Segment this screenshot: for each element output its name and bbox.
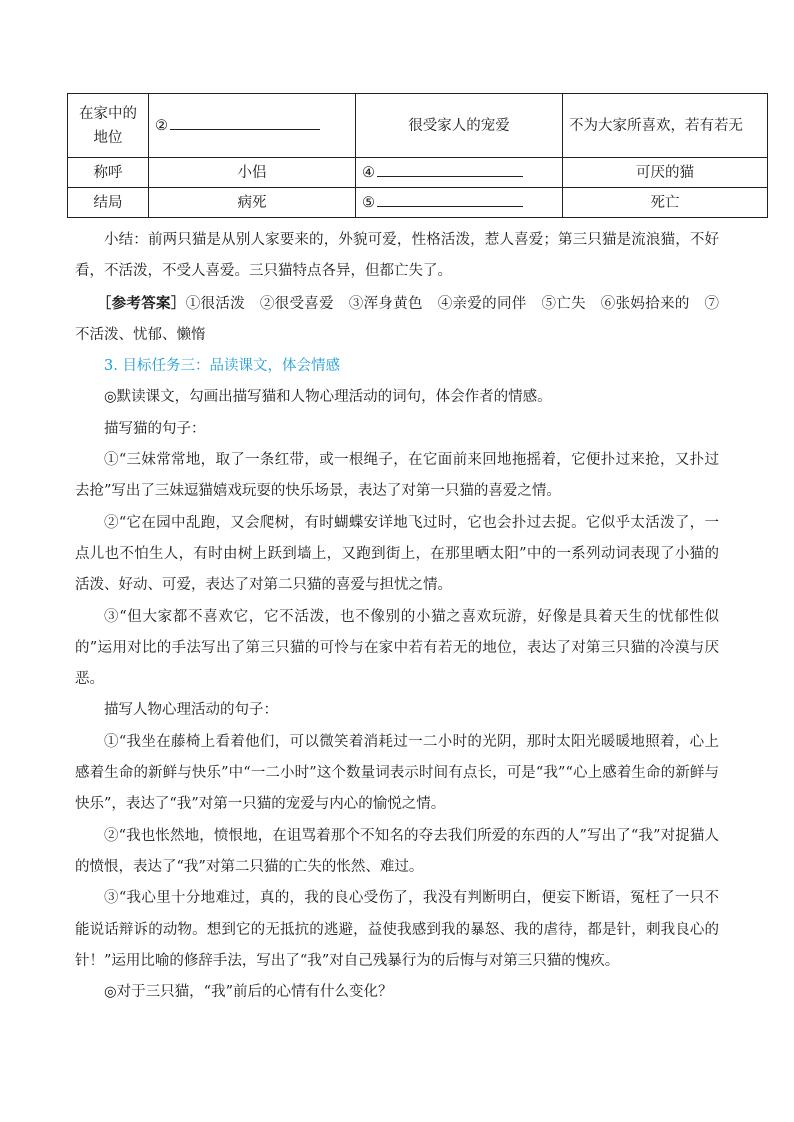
blank-number: ④ <box>362 164 375 181</box>
fill-blank-line <box>377 194 523 207</box>
table-cell: 病死 <box>149 188 356 218</box>
reference-answer <box>75 288 719 352</box>
mind-sentence: ③“我心里十分地难过，真的，我的良心受伤了，我没有判断明白，便妄下断语，冤枉了一只不能说话辩诉的动物。想到它的无抵抗的逃避，益使我感到我的暴怒、我的虐待，都是针，刺我良心的针！”运用比喻的修辞手法，写出了“我”对自己残暴行为的后悔与对第三只猫的愧疚。 <box>75 890 719 969</box>
table-cell: 小侣 <box>149 158 356 188</box>
mind-sentences-heading: 描写人物心理活动的句子： <box>104 702 278 719</box>
document-body <box>75 225 719 1008</box>
table-row <box>68 158 768 188</box>
blank-cell <box>149 94 356 158</box>
blank-number: ② <box>155 117 168 134</box>
mind-sentence: ②“我也怅然地，愤恨地，在诅骂着那个不知名的夺去我们所爱的东西的人”写出了“我”对捉猫人的愤恨，表达了“我”对第二只猫的亡失的怅然、难过。 <box>75 827 719 875</box>
row-label-status: 在家中的地位 <box>68 94 149 158</box>
answer-text: ①很活泼 ②很受喜爱 ③浑身黄色 ④亲爱的同伴 ⑤亡失 ⑥张妈拾来的 ⑦不活泼、忧郁、懒惰 <box>75 295 720 343</box>
answer-label: ［参考答案］ <box>96 294 186 312</box>
question-paragraph: ◎对于三只猫，“我”前后的心情有什么变化？ <box>104 984 393 1001</box>
table-cell: 死亡 <box>563 188 768 218</box>
row-label-ending: 结局 <box>68 188 149 218</box>
task-heading: 3. 目标任务三：品读课文，体会情感 <box>104 358 340 375</box>
blank-cell <box>356 158 563 188</box>
cat-sentence: ②“它在园中乱跑，又会爬树，有时蝴蝶安详地飞过时，它也会扑过去捉。它似乎太活泼了，一点儿也不怕生人，有时由树上跃到墙上，又跑到街上，在那里晒太阳”中的一系列动词表现了小猫的活泼、好动、可爱，表达了对第二只猫的喜爱与担忧之情。 <box>75 514 719 594</box>
cat-comparison-table <box>67 93 768 218</box>
fill-blank-line <box>377 164 523 177</box>
cat-sentence: ①“三妹常常地，取了一条红带，或一根绳子，在它面前来回地拖摇着，它便扑过来抢，又扑过去抢”写出了三妹逗猫嬉戏玩耍的快乐场景，表达了对第一只猫的喜爱之情。 <box>75 452 719 500</box>
table-cell: 不为大家所喜欢，若有若无 <box>563 94 768 158</box>
cat-sentence: ③“但大家都不喜欢它，它不活泼，也不像别的小猫之喜欢玩游，好像是具着天生的忧郁性似的”运用对比的手法写出了第三只猫的可怜与在家中若有若无的地位，表达了对第三只猫的冷漠与厌恶。 <box>75 608 719 688</box>
fill-blank-line <box>170 117 320 130</box>
cat-sentences-heading: 描写猫的句子： <box>104 420 206 437</box>
blank-cell <box>356 188 563 218</box>
table-row <box>68 94 768 158</box>
summary-paragraph: 小结：前两只猫是从别人家要来的，外貌可爱，性格活泼，惹人喜爱；第三只猫是流浪猫，不好看，不活泼，不受人喜爱。三只猫特点各异，但都亡失了。 <box>75 232 719 280</box>
row-label-name: 称呼 <box>68 158 149 188</box>
table-cell: 很受家人的宠爱 <box>356 94 563 158</box>
blank-number: ⑤ <box>362 194 375 211</box>
table-cell: 可厌的猫 <box>563 158 768 188</box>
table-row <box>68 188 768 218</box>
mind-sentence: ①“我坐在藤椅上看着他们，可以微笑着消耗过一二小时的光阴，那时太阳光暖暖地照着，心上感着生命的新鲜与快乐”中“一二小时”这个数量词表示时间有点长，可是“我”“心上感着生命的新鲜与快乐”，表达了“我”对第一只猫的宠爱与内心的愉悦之情。 <box>75 733 719 813</box>
instruction-paragraph: ◎默读课文，勾画出描写猫和人物心理活动的词句，体会作者的情感。 <box>104 389 552 406</box>
